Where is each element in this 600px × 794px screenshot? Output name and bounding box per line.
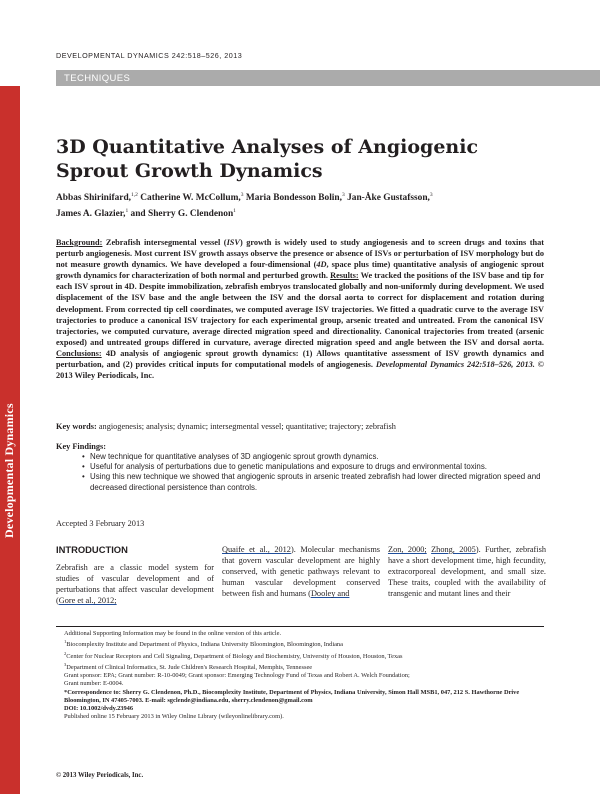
abstract-background-text: Zebrafish intersegmental vessel (	[102, 238, 227, 247]
abstract-results-label: Results:	[330, 271, 359, 281]
intro-text: ). Molecular mechanisms that govern vascular development are highly conserved, with genetic pathways relevant to human vascular development conserved between fish and humans (	[222, 545, 380, 599]
author-name: James A. Glazier,	[56, 209, 126, 220]
article-title	[56, 135, 536, 183]
page-copyright: © 2013 Wiley Periodicals, Inc.	[56, 772, 144, 779]
abstract	[56, 237, 544, 381]
correspondence-note: *Correspondence to: Sherry G. Clendenon, Ph.D., Biocomplexity Institute, Department of Physics, Indiana University, Simon Hall MSB1, 047, 212 S. Hawthorne Drive Bloomington, IN 47405-7003. E-mail: sgclende@indiana.edu, sherry.clendenon@gmail.com	[64, 688, 520, 704]
author-name: and Sherry G. Clendenon	[128, 209, 234, 220]
supporting-info-note: Additional Supporting Information may be found in the online version of this article.	[64, 630, 282, 637]
abstract-conclusions-label: Conclusions:	[56, 348, 102, 358]
author-affiliation: 3	[341, 192, 345, 198]
author-name: Abbas Shirinifard,	[56, 193, 132, 204]
key-finding-item: • Useful for analysis of perturbations due to genetic manipulations and exposure to drugs and environmental toxins.	[82, 462, 544, 472]
author-name: Catherine W. McCollum,	[137, 193, 241, 204]
intro-paragraph	[388, 544, 546, 599]
intro-text: ). Further, zebrafish have a short development time, high fecundity, extracorporeal development, and small size. These traits, coupled with the availability of transgenic and mutant lines and their	[388, 545, 546, 599]
author-name: Maria Bondesson Bolin,	[243, 193, 342, 204]
intro-paragraph	[222, 544, 380, 599]
intro-heading: INTRODUCTION	[56, 544, 128, 555]
footnotes	[64, 630, 542, 721]
title-line-1: 3D Quantitative Analyses of Angiogenic	[56, 136, 479, 158]
intro-text: Zebrafish are a classic model system for studies of vascular development and of perturbations that affect vascular development (	[56, 563, 214, 606]
abstract-isv-term: ISV	[226, 238, 240, 247]
citation-link[interactable]: Zon, 2000;	[388, 545, 427, 554]
affiliation-2: $^2$Center for Nuclear Receptors and Cell Signaling, Department of Biology and Biochemistry, University of Houston, Houston, Texas	[64, 650, 403, 660]
accepted-date: Accepted 3 February 2013	[56, 519, 145, 528]
keywords	[56, 421, 544, 432]
footnote-divider	[56, 626, 544, 627]
author-affiliation: 1	[233, 208, 236, 215]
affiliation-1: $^1$Biocomplexity Institute and Department of Physics, Indiana University Bloomington, Bloomington, Indiana	[64, 639, 343, 649]
keywords-label: Key words:	[56, 422, 97, 431]
citation-link[interactable]: Zhong, 2005	[431, 545, 476, 554]
citation-link[interactable]: Gore et al., 2012;	[58, 596, 117, 606]
abstract-background-label: Background:	[56, 238, 103, 247]
author-affiliation: 1	[125, 208, 129, 215]
keywords-text: angiogenesis; analysis; dynamic; intersegmental vessel; quantitative; trajectory; zebrafish	[96, 422, 396, 431]
abstract-background-text: ) growth is widely used to study angiogenesis and to screen drugs and toxins that perturb angiogenesis. Most current ISV growth assays observe the presence or absence of ISVs or perturbation of ISV morphology but do not measure growth dynamics. We have developed a four-dimensional (	[56, 238, 544, 270]
intro-column-3	[388, 544, 546, 599]
key-finding-item: • Using this new technique we showed that angiogenic sprouts in arsenic treated zebrafish had lower directed migration speed and decreased directional persistence than controls.	[82, 472, 544, 492]
intro-paragraph	[56, 562, 214, 606]
abstract-results-text: We tracked the positions of the ISV base and tip for each ISV sprout in 4D. Despite immobilization, zebrafish embryos translocated globally and non-uniformly during development. We used displacement of the ISV base and the angle between the ISV and the dorsal aorta to correct for displacement and rotation during development. From corrected tip cell coordinates, we computed average ISV trajectories. We fitted a quadratic curve to the average ISV trajectories to produce a canonical ISV trajectory for each experimental group, arsenic treated and untreated. From the canonical ISV trajectories, we computed curvature, average directed migration speed and directionality. Canonical trajectories from treated (arsenic exposed) and untreated groups differed in curvature, average directed migration speed and angle between the ISV and dorsal aorta.	[56, 271, 544, 347]
section-label: TECHNIQUES	[64, 73, 131, 84]
doi: DOI: 10.1002/dvdy.23946	[64, 705, 134, 712]
grant-note-2: Grant number: E-0004.	[64, 680, 124, 688]
author-affiliation: 3	[429, 192, 433, 198]
abstract-4d-term: 4D	[316, 260, 327, 270]
title-line-2: Sprout Growth Dynamics	[56, 160, 323, 182]
key-findings-list	[82, 452, 544, 493]
key-finding-item: • New technique for quantitative analyses of 3D angiogenic sprout growth dynamics.	[82, 452, 544, 462]
journal-sidebar	[0, 86, 20, 794]
citation-link[interactable]: Quaife et al., 2012	[222, 545, 291, 554]
key-findings-heading: Key Findings:	[56, 442, 107, 451]
author-affiliation: 3	[240, 192, 244, 198]
abstract-citation: Developmental Dynamics 242:518–526, 2013.	[375, 360, 535, 370]
intro-column-2	[222, 544, 380, 599]
section-bar	[56, 70, 600, 86]
abstract-background-text: , space plus time) quantitative analysis of angiogenic sprout growth dynamics for characterization of both normal and perturbed growth.	[56, 260, 544, 281]
author-name: Jan-Åke Gustafsson,	[344, 193, 430, 204]
abstract-copyright: © 2013 Wiley Periodicals, Inc.	[56, 360, 544, 381]
published-note: Published online 15 February 2013 in Wiley Online Library (wileyonlinelibrary.com).	[64, 713, 284, 721]
affiliation-3: $^3$Department of Clinical Informatics, St. Jude Children's Research Hospital, Memphis, Tennessee	[64, 661, 313, 671]
intro-column-1	[56, 544, 214, 606]
sidebar-journal-label: Developmental Dynamics	[2, 403, 16, 539]
citation-link[interactable]: Dooley and	[310, 589, 350, 599]
author-affiliation: 1,2	[131, 192, 138, 198]
running-head: DEVELOPMENTAL DYNAMICS 242:518–526, 2013	[56, 51, 243, 60]
abstract-conclusions-text: 4D analysis of angiogenic sprout growth dynamics: (1) Allows quantitative assessment of ISV growth dynamics and perturbation, and (2) provides critical inputs for computational models of angiogenesis.	[56, 348, 544, 370]
grant-note: Grant sponsor: EPA; Grant number: R-10-0049; Grant sponsor: Emerging Technology Fund of Texas and Robert A. Welch Foundation;	[64, 672, 410, 680]
author-list	[56, 189, 556, 221]
